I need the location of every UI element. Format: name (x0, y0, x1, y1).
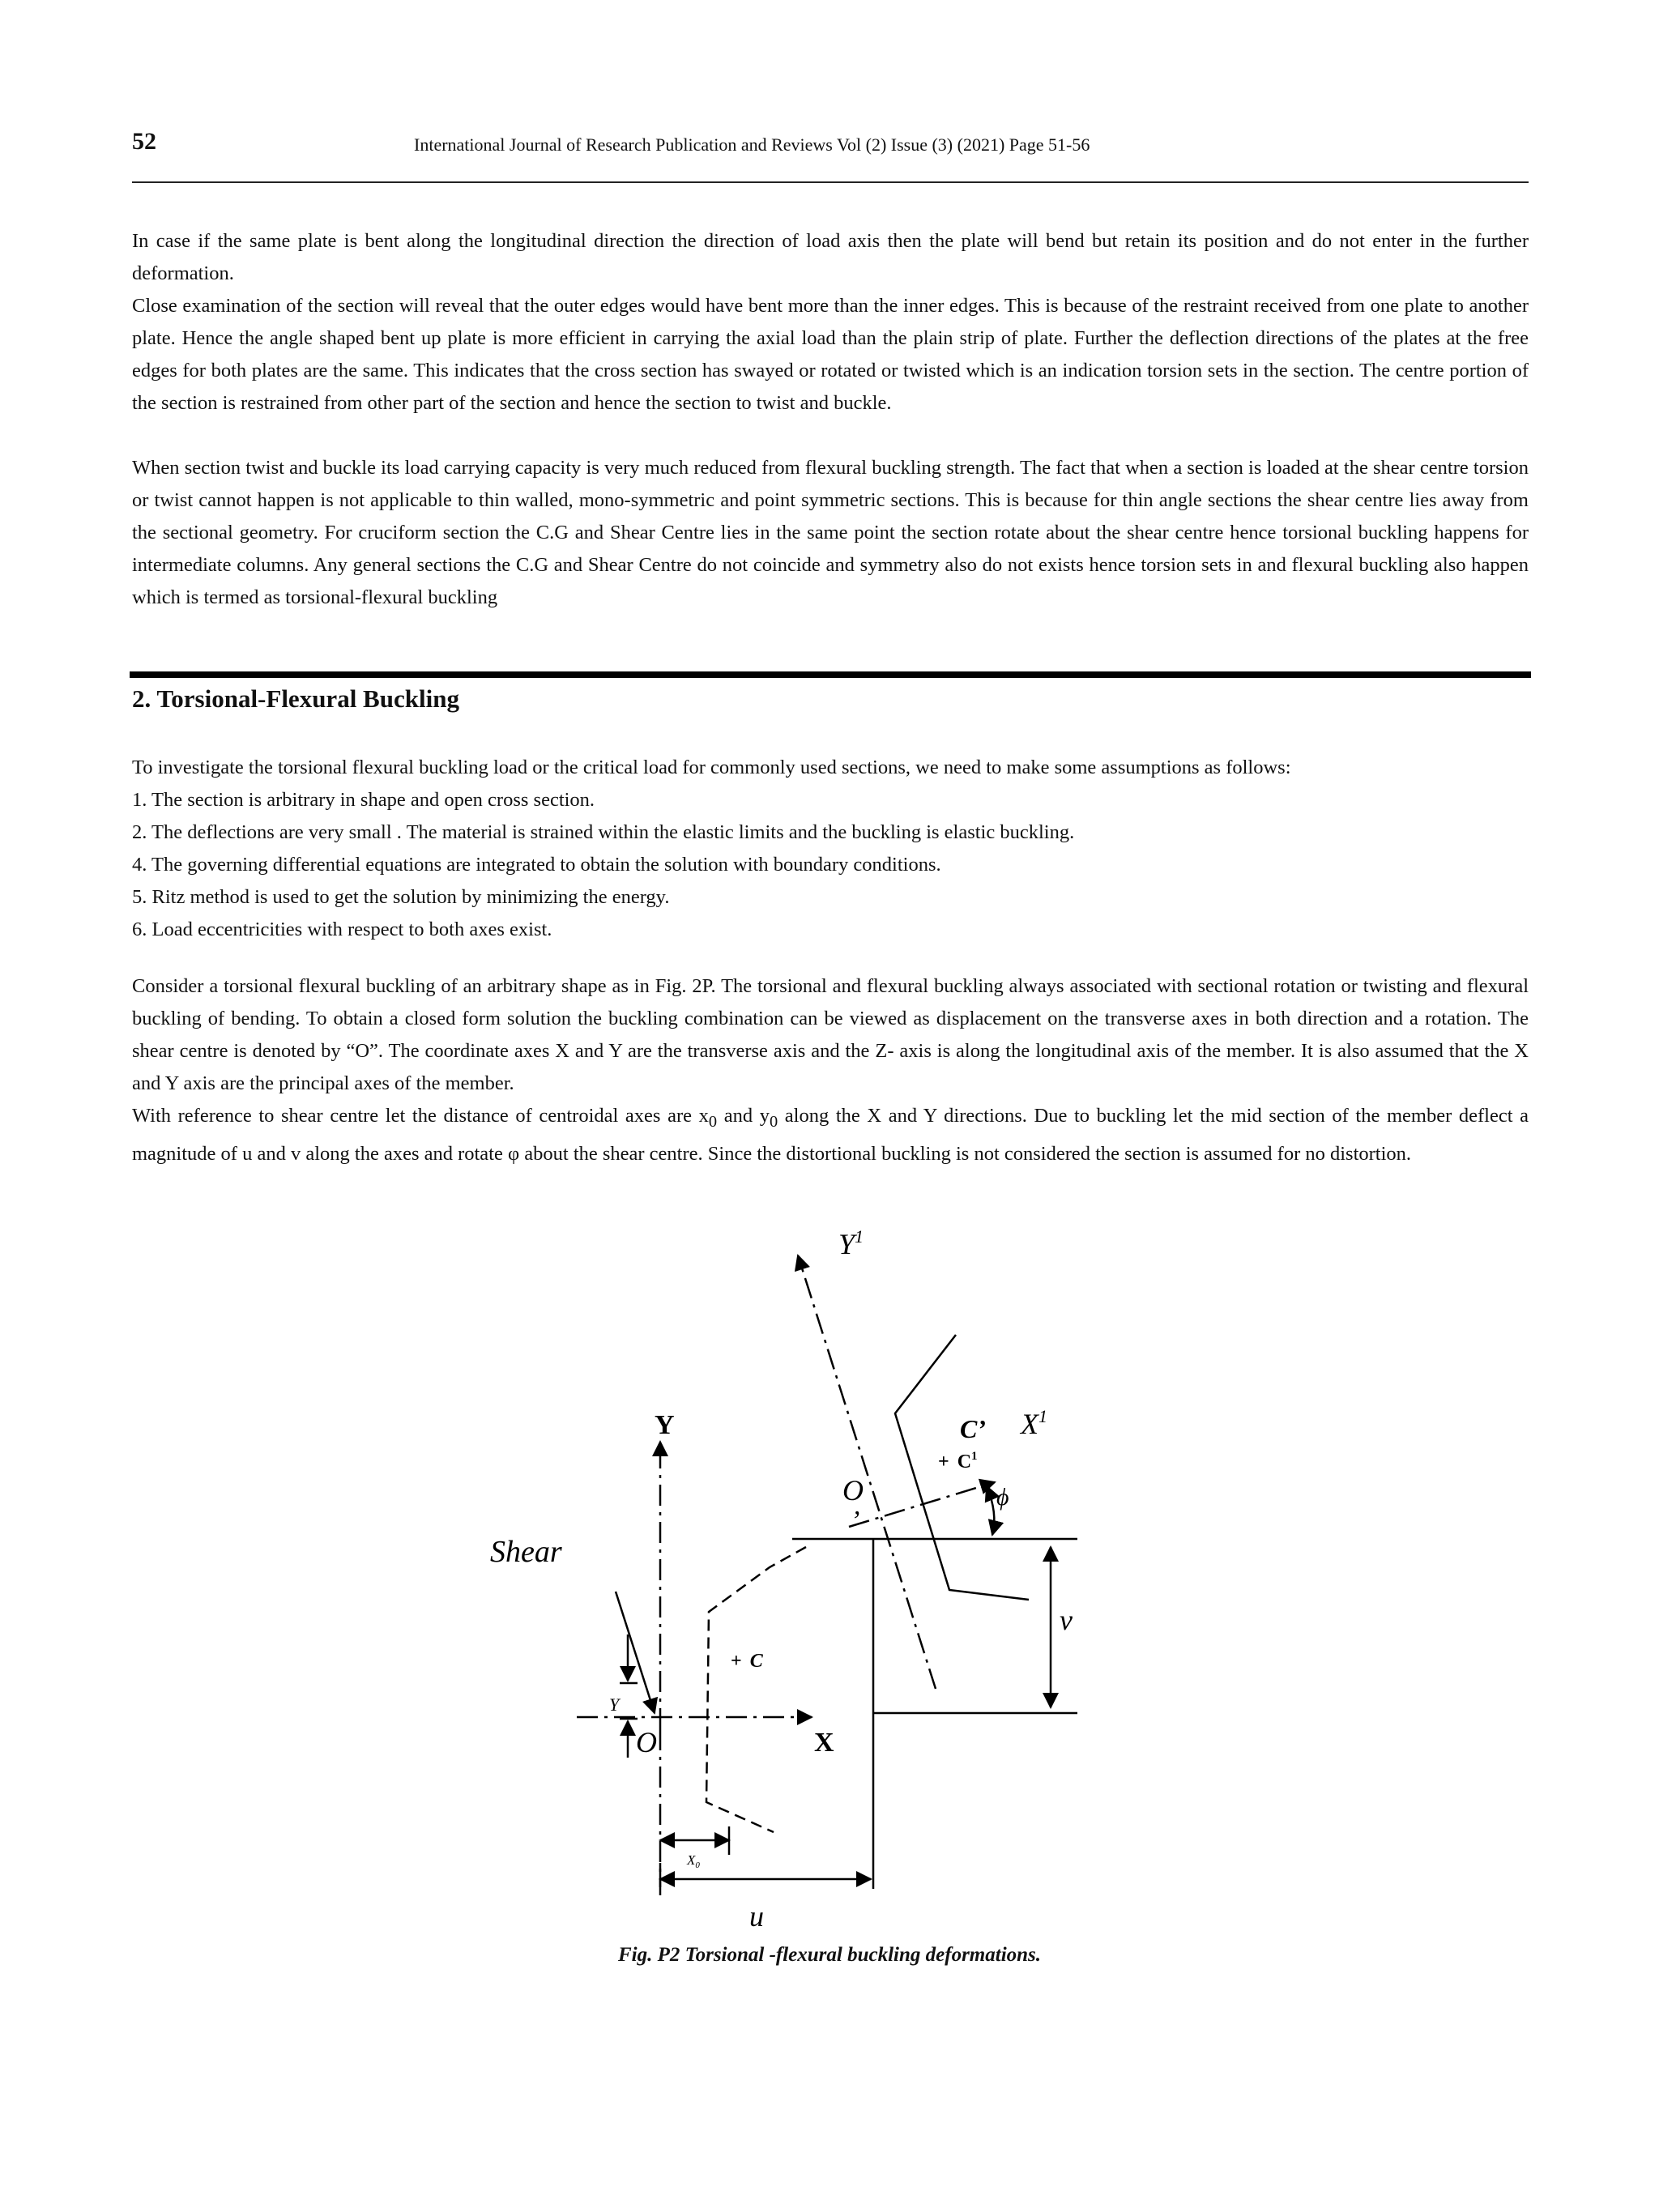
label-y1: $Y^1$ (838, 1226, 864, 1260)
section-intro: To investigate the torsional flexural buckling load or the critical load for commonly used sections, we need to make some assumptions as follows: (132, 757, 1291, 778)
paragraph-4: Consider a torsional flexural buckling of an arbitrary shape as in Fig. 2P. The torsional and flexural buckling always associated with sectional rotation or twisting and flexural buckling of bending. To obtain a closed form solution the buckling combination can be viewed as displacement on the transverse axes in both direction and a rotation. The shear centre is denoted by “O”. The coordinate axes X and Y are the transverse axis and the Z- axis is along the longitudinal axis of the member. It is also assumed that the X and Y axis are the principal axes of the member. (132, 975, 1529, 1094)
list-item: 2. The deflections are very small . The material is strained within the elastic limits and the buckling is elastic buckling. (132, 821, 1075, 843)
label-y0: Y (609, 1694, 620, 1715)
phi-arc (987, 1486, 994, 1535)
list-item: 4. The governing differential equations are integrated to obtain the solution with boundary conditions. (132, 854, 941, 876)
list-item: 6. Load eccentricities with respect to both axes exist. (132, 918, 552, 940)
y1-axis-line (798, 1255, 936, 1689)
label-y-axis: Y (655, 1410, 675, 1440)
label-x0: $X_0$ (687, 1852, 700, 1870)
label-shear: Shear (490, 1535, 562, 1569)
label-x-axis: X (814, 1728, 834, 1758)
paragraph-5: With reference to shear centre let the distance of centroidal axes are $x_0$ and $y_0$ along the X and Y directions. Due to buckling let the mid section of the member deflect a magnitude of u and v along the axes and rotate φ about the shear centre. Since the distortional buckling is not considered the section is assumed for no distortion. (132, 1105, 1529, 1165)
page-number: 52 (132, 128, 156, 155)
list-item: 5. Ritz method is used to get the solution by minimizing the energy. (132, 886, 670, 908)
label-x1: $X^1$ (1021, 1406, 1047, 1440)
label-c-centroid: + C (731, 1651, 763, 1672)
label-o-prime: O (842, 1474, 864, 1507)
label-o: O (636, 1726, 657, 1758)
label-phi: ϕ (996, 1484, 1009, 1511)
paragraph-2: Close examination of the section will reveal that the outer edges would have bent more than the inner edges. This is because of the restraint received from one plate to another plate. Hence the angle shaped bent up plate is more efficient in carrying the axial load than the plain strip of plate. Further the deflection directions of the plates at the free edges for both plates are the same. This indicates that the cross section has swayed or rotated or twisted which is an indication torsion sets in the section. The centre portion of the section is restrained from other part of the section and hence the section to twist and buckle. (132, 295, 1529, 414)
label-v: v (1060, 1604, 1073, 1636)
label-c1-centroid: + $C^1$ (938, 1450, 978, 1473)
x1-axis-line (849, 1482, 995, 1527)
label-o-prime-mark: ’ (851, 1506, 860, 1536)
label-c-prime: C’ (960, 1414, 986, 1443)
figure-caption: Fig. P2 Torsional -flexural buckling deformations. (617, 1944, 1042, 1966)
shear-arrow (616, 1592, 655, 1713)
label-u: u (749, 1900, 764, 1933)
journal-title: International Journal of Research Publication and Reviews Vol (2) Issue (3) (2021) Page 51-56 (414, 134, 1090, 155)
list-item: 1. The section is arbitrary in shape and open cross section. (132, 789, 595, 811)
section-title: 2. Torsional-Flexural Buckling (132, 684, 459, 713)
paragraph-3: When section twist and buckle its load carrying capacity is very much reduced from flexural buckling strength. The fact that when a section is loaded at the shear centre torsion or twist cannot happen is not applicable to thin walled, mono-symmetric and point symmetric sections. This is because for thin angle sections the shear centre lies away from the sectional geometry. For cruciform section the C.G and Shear Centre lies in the same point the section rotate about the shear centre hence torsional buckling happens for intermediate columns. Any general sections the C.G and Shear Centre do not coincide and symmetry also do not exists hence torsion sets in and flexural buckling also happen which is termed as torsional-flexural buckling (132, 457, 1529, 608)
original-section (706, 1547, 806, 1832)
paragraph-1: In case if the same plate is bent along the longitudinal direction the direction of load axis then the plate will bend but retain its position and do not enter in the further deformation. (132, 230, 1529, 284)
